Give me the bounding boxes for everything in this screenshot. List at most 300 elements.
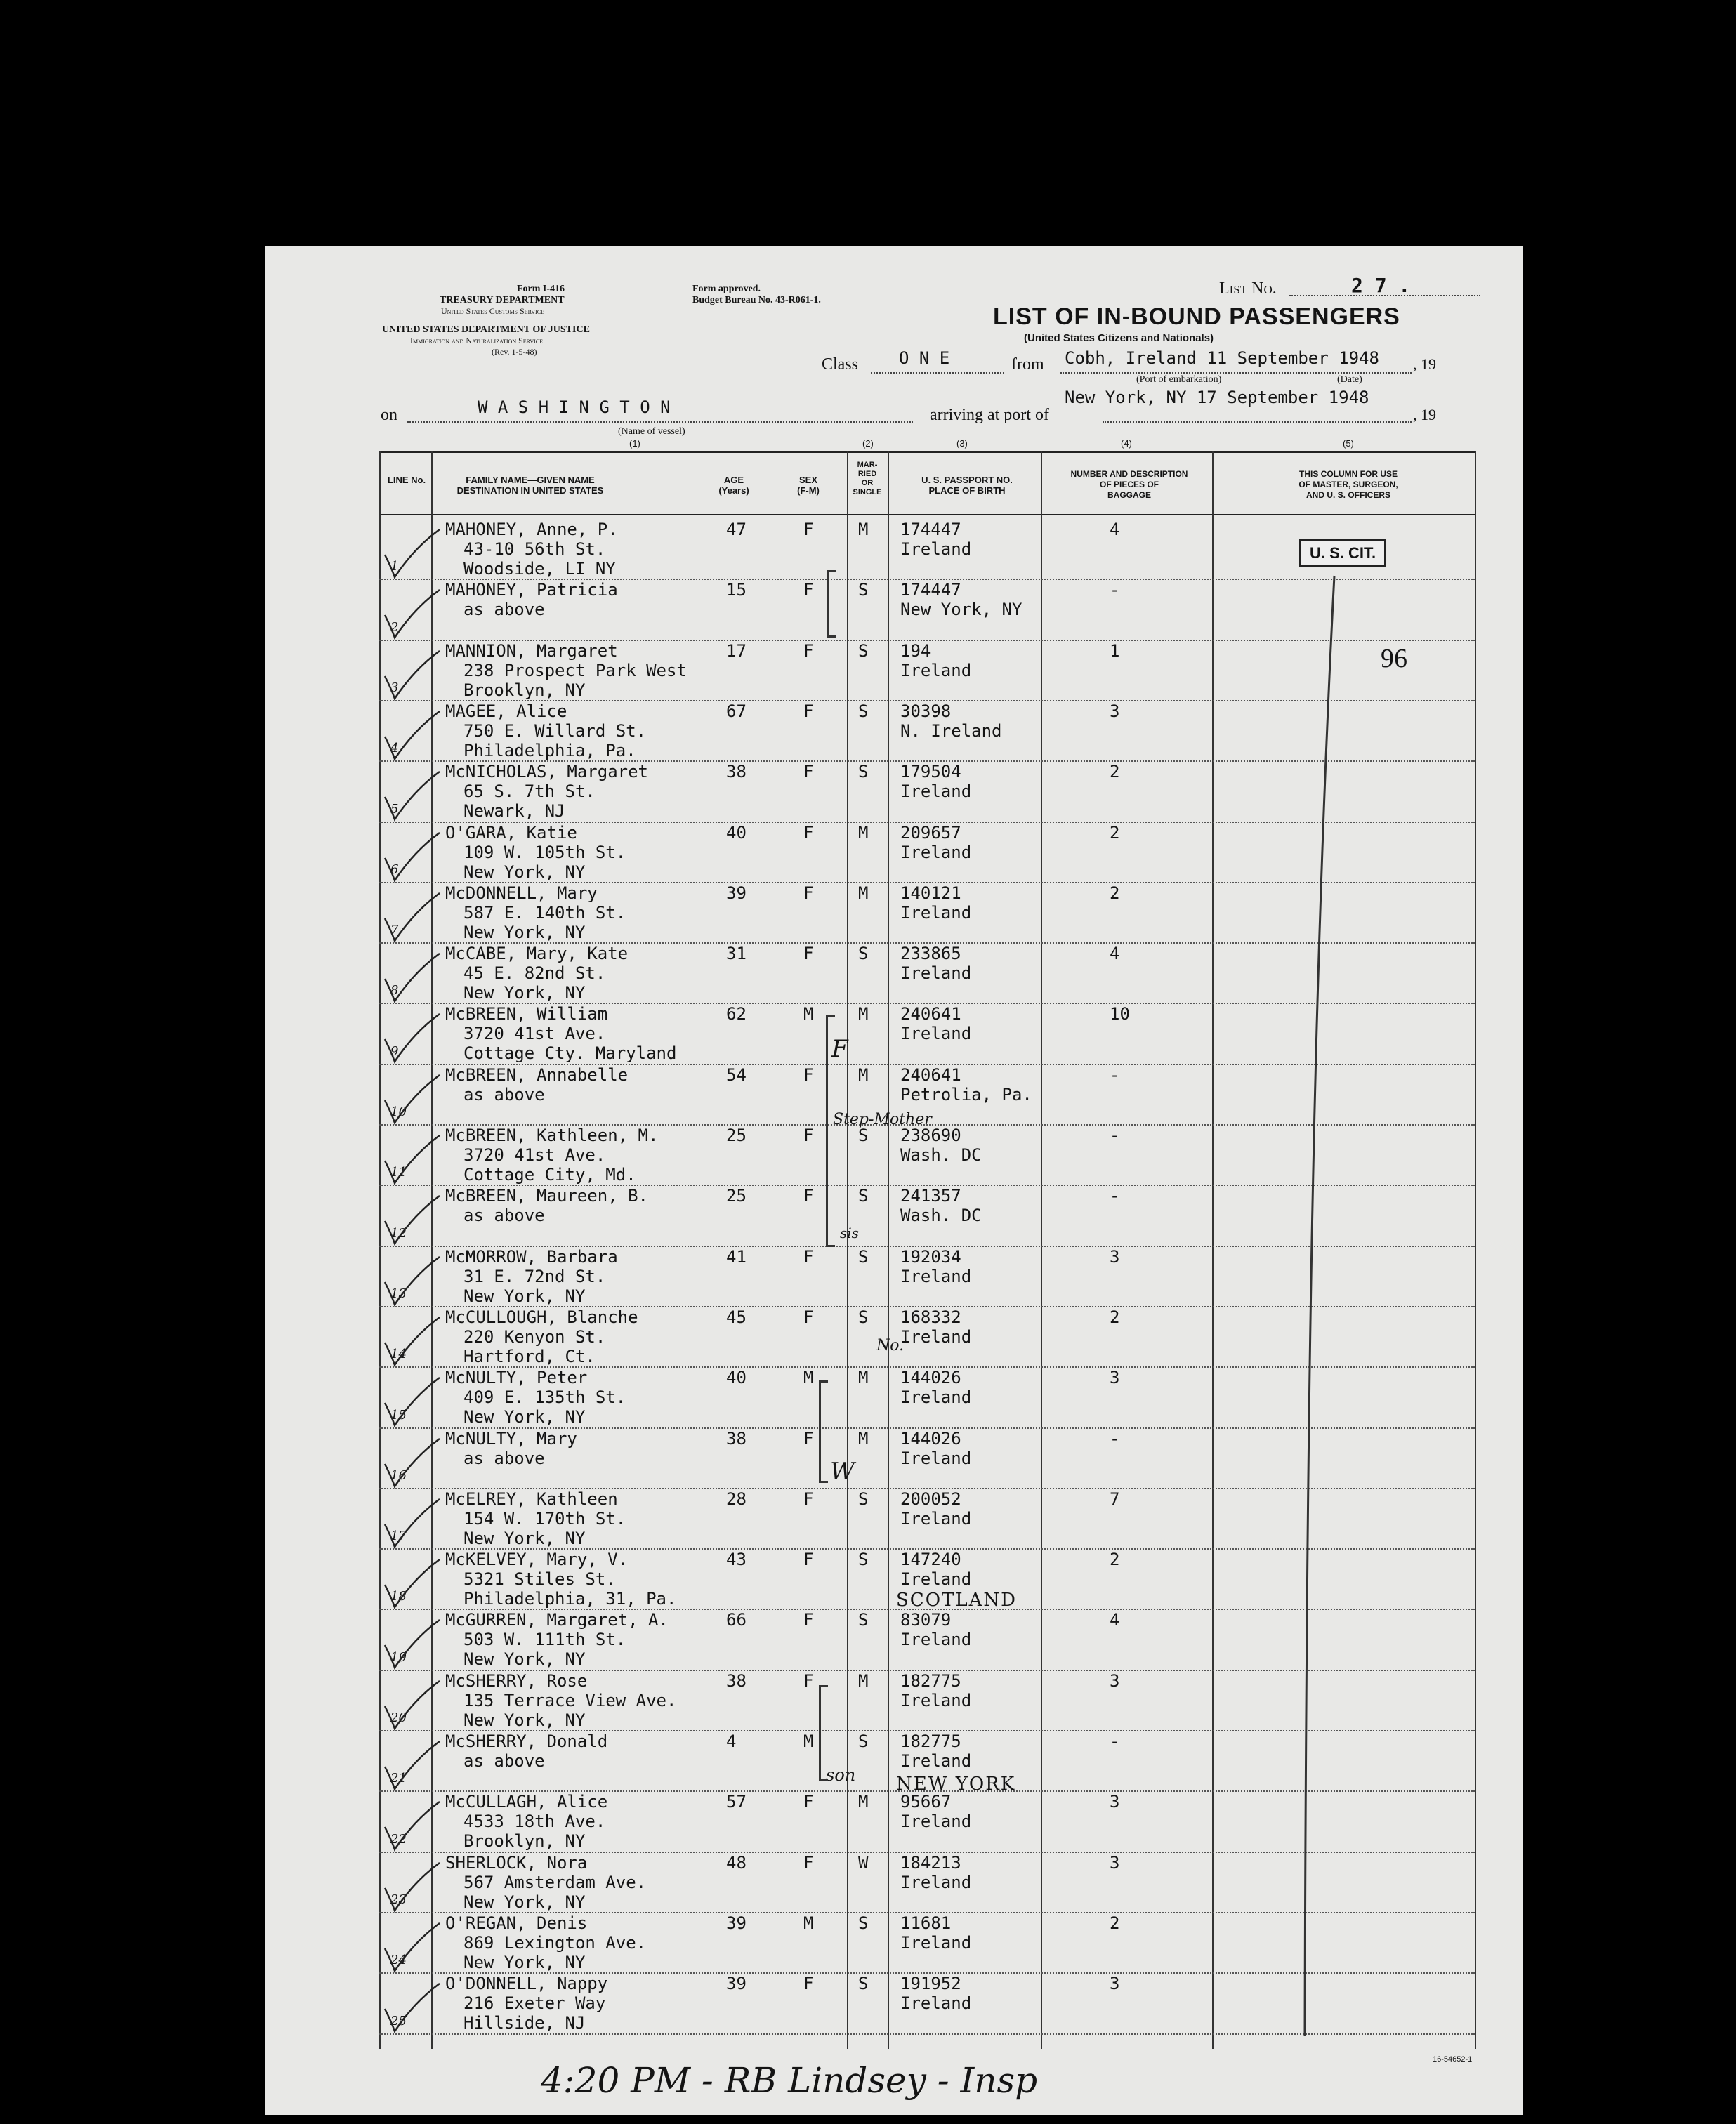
baggage-count: 2 bbox=[1110, 762, 1120, 782]
passenger-marital-status: S bbox=[858, 944, 869, 964]
baggage-count: 7 bbox=[1110, 1489, 1120, 1509]
passenger-age: 39 bbox=[726, 1974, 747, 1994]
relation-sis: sis bbox=[840, 1225, 859, 1241]
passenger-address-2: New York, NY bbox=[463, 1286, 586, 1306]
line-number: 25 bbox=[390, 2013, 407, 2029]
place-of-birth: Ireland bbox=[900, 1508, 972, 1529]
check-mark-icon bbox=[379, 1375, 442, 1431]
passenger-sex: F bbox=[803, 1428, 814, 1449]
hdr-married: MAR- RIED OR SINGLE bbox=[853, 461, 882, 496]
passenger-address-1: 45 E. 82nd St. bbox=[463, 963, 606, 984]
line-number: 4 bbox=[390, 741, 399, 756]
passenger-name: McSHERRY, Donald bbox=[445, 1731, 608, 1751]
line-number: 10 bbox=[390, 1104, 407, 1119]
line-number: 8 bbox=[390, 983, 399, 998]
passenger-address-1: 567 Amsterdam Ave. bbox=[463, 1872, 647, 1892]
baggage-count: 3 bbox=[1110, 701, 1120, 721]
passenger-marital-status: M bbox=[858, 822, 869, 843]
passenger-address-2: New York, NY bbox=[463, 922, 586, 942]
passenger-sex: M bbox=[803, 1368, 814, 1388]
passenger-address-1: 154 W. 170th St. bbox=[463, 1508, 626, 1529]
passport-number: 95667 bbox=[900, 1792, 952, 1812]
table-header-border bbox=[379, 514, 1476, 515]
passenger-sex: F bbox=[803, 1064, 814, 1085]
inspector-signature: 4:20 PM - RB Lindsey - Insp bbox=[541, 2060, 1038, 2101]
baggage-count: - bbox=[1110, 1428, 1120, 1449]
passenger-marital-status: S bbox=[858, 762, 869, 782]
place-of-birth: Ireland bbox=[900, 1932, 972, 1953]
passenger-age: 4 bbox=[726, 1731, 737, 1751]
form-approved: Form approved. bbox=[692, 284, 761, 294]
line-number: 21 bbox=[390, 1771, 407, 1786]
check-mark-icon bbox=[379, 1799, 442, 1855]
passenger-name: McKELVEY, Mary, V. bbox=[445, 1550, 629, 1570]
passenger-sex: F bbox=[803, 1126, 814, 1145]
passenger-age: 38 bbox=[726, 1428, 747, 1449]
passenger-sex: M bbox=[803, 1731, 814, 1751]
passenger-name: McCABE, Mary, Kate bbox=[445, 944, 629, 964]
officer-note: 96 bbox=[1381, 644, 1407, 673]
line-number: 22 bbox=[390, 1831, 407, 1847]
passenger-age: 54 bbox=[726, 1064, 747, 1085]
place-of-birth: Petrolia, Pa. bbox=[900, 1084, 1032, 1104]
passenger-age: 62 bbox=[726, 1004, 747, 1024]
passport-number: 182775 bbox=[900, 1731, 961, 1751]
passenger-age: 45 bbox=[726, 1307, 747, 1327]
place-of-birth: Ireland bbox=[900, 1751, 972, 1771]
check-mark-icon bbox=[379, 890, 442, 946]
check-mark-icon bbox=[379, 527, 442, 583]
line-number: 3 bbox=[390, 680, 399, 695]
passenger-address-2: New York, NY bbox=[463, 1952, 586, 1972]
col-num-1: (1) bbox=[629, 438, 640, 449]
passenger-sex: F bbox=[803, 1852, 814, 1873]
baggage-count: 2 bbox=[1110, 1550, 1120, 1570]
arriving-underline bbox=[1103, 421, 1412, 423]
passenger-marital-status: W bbox=[858, 1852, 869, 1873]
arriving-value: New York, NY 17 September 1948 bbox=[1065, 388, 1369, 407]
passenger-age: 40 bbox=[726, 822, 747, 843]
passport-number: 147240 bbox=[900, 1550, 961, 1570]
passenger-marital-status: M bbox=[858, 1670, 869, 1691]
place-of-birth: Ireland bbox=[900, 1993, 972, 2014]
passenger-address-2: Newark, NJ bbox=[463, 801, 565, 822]
passenger-address-2: New York, NY bbox=[463, 1528, 586, 1548]
passenger-age: 48 bbox=[726, 1852, 747, 1873]
passenger-address-1: 869 Lexington Ave. bbox=[463, 1932, 647, 1953]
passenger-address-2: Philadelphia, Pa. bbox=[463, 740, 636, 760]
passenger-name: McNULTY, Peter bbox=[445, 1368, 588, 1388]
baggage-count: 10 bbox=[1110, 1004, 1130, 1024]
passenger-marital-status: S bbox=[858, 1246, 869, 1267]
check-mark-icon bbox=[379, 708, 442, 765]
place-of-birth: Ireland bbox=[900, 1448, 972, 1468]
correction-no: No. bbox=[876, 1337, 905, 1354]
passenger-address-2: Hartford, Ct. bbox=[463, 1346, 596, 1366]
family-bracket bbox=[819, 1380, 828, 1483]
passenger-address-1: as above bbox=[463, 1751, 545, 1771]
line-number: 17 bbox=[390, 1529, 407, 1544]
passenger-address-1: as above bbox=[463, 1448, 545, 1468]
passenger-address-1: as above bbox=[463, 1084, 545, 1104]
check-mark-icon bbox=[379, 1617, 442, 1673]
col-divider-baggage bbox=[1212, 451, 1214, 2049]
passenger-address-1: 216 Exeter Way bbox=[463, 1993, 606, 2014]
baggage-count: - bbox=[1110, 1731, 1120, 1751]
relation-f: F bbox=[831, 1035, 848, 1063]
line-number: 18 bbox=[390, 1589, 407, 1604]
line-number: 20 bbox=[390, 1710, 407, 1725]
place-of-birth: Ireland bbox=[900, 1024, 972, 1044]
passport-number: 233865 bbox=[900, 944, 961, 964]
passenger-name: MAGEE, Alice bbox=[445, 701, 567, 721]
from-value: Cobh, Ireland 11 September 1948 bbox=[1065, 348, 1379, 368]
passenger-marital-status: S bbox=[858, 1550, 869, 1570]
passenger-address-2: New York, NY bbox=[463, 1407, 586, 1427]
place-of-birth: Wash. DC bbox=[900, 1145, 982, 1165]
passport-number: 238690 bbox=[900, 1126, 961, 1145]
passenger-marital-status: M bbox=[858, 1004, 869, 1024]
arriving-year: , 19 bbox=[1413, 406, 1436, 423]
date-label: (Date) bbox=[1337, 374, 1362, 385]
hdr-age: AGE (Years) bbox=[718, 475, 749, 496]
passenger-age: 25 bbox=[726, 1186, 747, 1206]
baggage-count: 3 bbox=[1110, 1852, 1120, 1873]
passenger-sex: F bbox=[803, 944, 814, 964]
check-mark-icon bbox=[379, 1496, 442, 1552]
passenger-age: 39 bbox=[726, 1913, 747, 1933]
passenger-sex: F bbox=[803, 701, 814, 721]
passenger-sex: F bbox=[803, 640, 814, 661]
passenger-name: McNICHOLAS, Margaret bbox=[445, 762, 648, 782]
baggage-count: 3 bbox=[1110, 1792, 1120, 1812]
passenger-marital-status: S bbox=[858, 1186, 869, 1206]
relation-w: W bbox=[830, 1458, 855, 1486]
passenger-sex: M bbox=[803, 1913, 814, 1933]
line-number: 24 bbox=[390, 1953, 407, 1968]
passenger-sex: F bbox=[803, 580, 814, 600]
footer-code: 16-54652-1 bbox=[1433, 2055, 1473, 2064]
passenger-marital-status: M bbox=[858, 1428, 869, 1449]
vessel-underline bbox=[407, 421, 913, 423]
check-mark-icon bbox=[379, 1860, 442, 1916]
officer-check-line bbox=[1292, 562, 1348, 2050]
justice-dept: UNITED STATES DEPARTMENT OF JUSTICE bbox=[382, 324, 590, 335]
form-number: Form I-416 bbox=[517, 284, 565, 294]
passport-number: 174447 bbox=[900, 520, 961, 539]
passenger-marital-status: S bbox=[858, 1126, 869, 1145]
correction-new-york: NEW YORK bbox=[896, 1774, 1016, 1795]
line-number: 5 bbox=[390, 801, 399, 817]
col-divider-sex bbox=[847, 451, 848, 2049]
line-number: 23 bbox=[390, 1892, 407, 1907]
hdr-line-no: LINE No. bbox=[387, 475, 426, 485]
hdr-sex: SEX (F-M) bbox=[797, 475, 820, 496]
passenger-marital-status: M bbox=[858, 1792, 869, 1812]
passenger-address-2: Philadelphia, 31, Pa. bbox=[463, 1589, 677, 1609]
check-mark-icon bbox=[379, 587, 442, 643]
check-mark-icon bbox=[379, 951, 442, 1007]
from-label: from bbox=[1011, 355, 1044, 374]
check-mark-icon bbox=[379, 769, 442, 825]
passenger-marital-status: S bbox=[858, 701, 869, 721]
passenger-age: 25 bbox=[726, 1126, 747, 1145]
passenger-name: McNULTY, Mary bbox=[445, 1428, 577, 1449]
passenger-sex: F bbox=[803, 520, 814, 539]
relation-son: son bbox=[826, 1765, 856, 1785]
passenger-address-2: Hillside, NJ bbox=[463, 2013, 586, 2033]
passenger-marital-status: S bbox=[858, 1489, 869, 1509]
check-mark-icon bbox=[379, 830, 442, 886]
baggage-count: - bbox=[1110, 580, 1120, 600]
passenger-sex: F bbox=[803, 1610, 814, 1630]
passenger-marital-status: M bbox=[858, 520, 869, 539]
check-mark-icon bbox=[379, 1436, 442, 1492]
passenger-age: 17 bbox=[726, 640, 747, 661]
baggage-count: - bbox=[1110, 1126, 1120, 1145]
passport-number: 194 bbox=[900, 640, 931, 661]
arriving-label: arriving at port of bbox=[930, 406, 1049, 424]
passenger-name: McBREEN, Annabelle bbox=[445, 1064, 629, 1085]
form-revision: (Rev. 1-5-48) bbox=[492, 347, 537, 357]
passenger-marital-status: S bbox=[858, 1307, 869, 1327]
passport-number: 179504 bbox=[900, 762, 961, 782]
check-mark-icon bbox=[379, 1981, 442, 2037]
passenger-name: McGURREN, Margaret, A. bbox=[445, 1610, 669, 1630]
family-bracket bbox=[819, 1685, 828, 1781]
passenger-age: 67 bbox=[726, 701, 747, 721]
baggage-count: 4 bbox=[1110, 520, 1120, 539]
line-number: 2 bbox=[390, 619, 399, 635]
passenger-age: 28 bbox=[726, 1489, 747, 1509]
passenger-sex: F bbox=[803, 883, 814, 903]
check-mark-icon bbox=[379, 1920, 442, 1977]
form-subtitle: (United States Citizens and Nationals) bbox=[1024, 332, 1214, 344]
baggage-count: 2 bbox=[1110, 883, 1120, 903]
passenger-name: MAHONEY, Patricia bbox=[445, 580, 618, 600]
baggage-count: 2 bbox=[1110, 1307, 1120, 1327]
passenger-address-1: 503 W. 111th St. bbox=[463, 1630, 626, 1650]
line-number: 13 bbox=[390, 1286, 407, 1301]
passenger-address-2: New York, NY bbox=[463, 983, 586, 1003]
passenger-address-1: 4533 18th Ave. bbox=[463, 1812, 606, 1832]
passenger-age: 40 bbox=[726, 1368, 747, 1388]
passenger-address-1: 3720 41st Ave. bbox=[463, 1024, 606, 1044]
place-of-birth: Ireland bbox=[900, 1690, 972, 1710]
passenger-address-2: New York, NY bbox=[463, 1892, 586, 1912]
col-num-2: (2) bbox=[862, 438, 874, 449]
passenger-sex: M bbox=[803, 1004, 814, 1024]
passenger-address-2: Woodside, LI NY bbox=[463, 559, 616, 579]
passenger-name: McSHERRY, Rose bbox=[445, 1670, 588, 1691]
place-of-birth: Ireland bbox=[900, 963, 972, 984]
check-mark-icon bbox=[379, 1193, 442, 1249]
on-label: on bbox=[381, 406, 397, 424]
ins-service: Immigration and Naturalization Service bbox=[410, 336, 544, 345]
baggage-count: 4 bbox=[1110, 1610, 1120, 1630]
passenger-marital-status: S bbox=[858, 1610, 869, 1630]
correction-scotland: SCOTLAND bbox=[896, 1590, 1017, 1611]
baggage-count: - bbox=[1110, 1064, 1120, 1085]
place-of-birth: Ireland bbox=[900, 1872, 972, 1892]
line-number: 14 bbox=[390, 1347, 407, 1362]
passport-number: 174447 bbox=[900, 580, 961, 600]
passenger-marital-status: S bbox=[858, 1913, 869, 1933]
passport-number: 192034 bbox=[900, 1246, 961, 1267]
line-number: 1 bbox=[390, 559, 399, 574]
table-top-border bbox=[379, 451, 1476, 453]
passport-number: 168332 bbox=[900, 1307, 961, 1327]
place-of-birth: Ireland bbox=[900, 781, 972, 802]
budget-bureau: Budget Bureau No. 43-R061-1. bbox=[692, 295, 821, 305]
passenger-name: SHERLOCK, Nora bbox=[445, 1852, 588, 1873]
passenger-address-1: 31 E. 72nd St. bbox=[463, 1266, 606, 1286]
passenger-address-1: 3720 41st Ave. bbox=[463, 1145, 606, 1165]
family-bracket bbox=[827, 570, 836, 638]
passenger-age: 15 bbox=[726, 580, 747, 600]
passenger-marital-status: S bbox=[858, 1731, 869, 1751]
hdr-baggage: NUMBER AND DESCRIPTION OF PIECES OF BAGGAGE bbox=[1070, 469, 1188, 500]
passenger-marital-status: M bbox=[858, 1368, 869, 1388]
check-mark-icon bbox=[379, 1557, 442, 1613]
line-number: 9 bbox=[390, 1043, 399, 1059]
passenger-address-2: Cottage Cty. Maryland bbox=[463, 1043, 677, 1064]
baggage-count: 3 bbox=[1110, 1670, 1120, 1691]
passenger-address-2: Brooklyn, NY bbox=[463, 680, 586, 700]
passenger-name: MAHONEY, Anne, P. bbox=[445, 520, 618, 539]
line-number: 16 bbox=[390, 1467, 407, 1483]
check-mark-icon bbox=[379, 1072, 442, 1128]
passenger-address-1: 135 Terrace View Ave. bbox=[463, 1690, 677, 1710]
passport-number: 240641 bbox=[900, 1064, 961, 1085]
col-num-3: (3) bbox=[956, 438, 968, 449]
passenger-sex: F bbox=[803, 1974, 814, 1994]
passenger-age: 57 bbox=[726, 1792, 747, 1812]
col-num-4: (4) bbox=[1121, 438, 1132, 449]
passenger-address-1: as above bbox=[463, 600, 545, 620]
passenger-sex: F bbox=[803, 1246, 814, 1267]
passenger-address-2: Cottage City, Md. bbox=[463, 1165, 636, 1185]
passport-number: 144026 bbox=[900, 1368, 961, 1388]
passport-number: 241357 bbox=[900, 1186, 961, 1206]
from-underline bbox=[1060, 372, 1412, 374]
place-of-birth: Ireland bbox=[900, 1812, 972, 1832]
hdr-name: FAMILY NAME—GIVEN NAME DESTINATION IN UNITED STATES bbox=[456, 475, 604, 496]
passenger-address-1: 238 Prospect Park West bbox=[463, 660, 687, 680]
passenger-address-2: New York, NY bbox=[463, 862, 586, 882]
check-mark-icon bbox=[379, 1133, 442, 1189]
customs-service: United States Customs Service bbox=[441, 306, 544, 316]
baggage-count: 3 bbox=[1110, 1974, 1120, 1994]
passenger-age: 66 bbox=[726, 1610, 747, 1630]
passenger-sex: F bbox=[803, 1489, 814, 1509]
class-value: O N E bbox=[899, 348, 950, 368]
place-of-birth: Ireland bbox=[900, 660, 972, 680]
table-right-border bbox=[1475, 451, 1476, 2049]
passenger-name: McBREEN, William bbox=[445, 1004, 608, 1024]
passenger-sex: F bbox=[803, 822, 814, 843]
passport-number: 240641 bbox=[900, 1004, 961, 1024]
relation-stepmother: Step-Mother bbox=[833, 1111, 932, 1128]
check-mark-icon bbox=[379, 1739, 442, 1795]
port-embarkation-label: (Port of embarkation) bbox=[1136, 374, 1222, 385]
hdr-passport: U. S. PASSPORT NO. PLACE OF BIRTH bbox=[921, 475, 1013, 496]
passenger-name: McELREY, Kathleen bbox=[445, 1489, 618, 1509]
passenger-sex: F bbox=[803, 1670, 814, 1691]
passenger-sex: F bbox=[803, 1550, 814, 1570]
passenger-name: O'REGAN, Denis bbox=[445, 1913, 588, 1933]
passport-number: 83079 bbox=[900, 1610, 952, 1630]
place-of-birth: Ireland bbox=[900, 1630, 972, 1650]
passenger-address-1: 220 Kenyon St. bbox=[463, 1326, 606, 1347]
passenger-name: McCULLOUGH, Blanche bbox=[445, 1307, 638, 1327]
passenger-age: 38 bbox=[726, 762, 747, 782]
place-of-birth: New York, NY bbox=[900, 600, 1022, 620]
passenger-marital-status: S bbox=[858, 640, 869, 661]
baggage-count: 3 bbox=[1110, 1368, 1120, 1388]
baggage-count: 2 bbox=[1110, 822, 1120, 843]
passport-number: 30398 bbox=[900, 701, 952, 721]
passenger-name: McDONNELL, Mary bbox=[445, 883, 598, 903]
place-of-birth: Ireland bbox=[900, 1266, 972, 1286]
line-number: 7 bbox=[390, 923, 399, 938]
place-of-birth: Ireland bbox=[900, 1387, 972, 1408]
class-label: Class bbox=[822, 355, 859, 374]
col-divider-ms bbox=[888, 451, 889, 2049]
passenger-age: 43 bbox=[726, 1550, 747, 1570]
col-divider-passport bbox=[1041, 451, 1042, 2049]
passenger-sex: F bbox=[803, 1307, 814, 1327]
passenger-address-1: 43-10 56th St. bbox=[463, 539, 606, 559]
check-mark-icon bbox=[379, 1678, 442, 1734]
family-bracket bbox=[826, 1015, 835, 1247]
passenger-age: 31 bbox=[726, 944, 747, 964]
baggage-count: 1 bbox=[1110, 640, 1120, 661]
passenger-marital-status: M bbox=[858, 1064, 869, 1085]
baggage-count: 4 bbox=[1110, 944, 1120, 964]
passport-number: 200052 bbox=[900, 1489, 961, 1509]
passenger-address-2: Brooklyn, NY bbox=[463, 1831, 586, 1852]
passenger-name: McBREEN, Maureen, B. bbox=[445, 1186, 648, 1206]
passenger-address-1: 109 W. 105th St. bbox=[463, 842, 626, 862]
us-citizen-stamp: U. S. CIT. bbox=[1299, 539, 1386, 567]
place-of-birth: Ireland bbox=[900, 1569, 972, 1590]
list-no-label: List No. bbox=[1219, 279, 1277, 298]
vessel-label: (Name of vessel) bbox=[618, 426, 685, 437]
hdr-officers: THIS COLUMN FOR USE OF MASTER, SURGEON, AND U. S. OFFICERS bbox=[1298, 469, 1398, 500]
passenger-sex: F bbox=[803, 1792, 814, 1812]
baggage-count: - bbox=[1110, 1186, 1120, 1206]
passenger-marital-status: S bbox=[858, 1974, 869, 1994]
line-number: 11 bbox=[390, 1165, 407, 1180]
passport-number: 140121 bbox=[900, 883, 961, 903]
passport-number: 191952 bbox=[900, 1974, 961, 1994]
place-of-birth: Wash. DC bbox=[900, 1206, 982, 1226]
passenger-sex: F bbox=[803, 1186, 814, 1206]
passenger-age: 39 bbox=[726, 883, 747, 903]
passport-number: 144026 bbox=[900, 1428, 961, 1449]
passenger-name: O'GARA, Katie bbox=[445, 822, 577, 843]
baggage-count: 3 bbox=[1110, 1246, 1120, 1267]
place-of-birth: Ireland bbox=[900, 842, 972, 862]
passenger-marital-status: S bbox=[858, 580, 869, 600]
passenger-address-2: New York, NY bbox=[463, 1710, 586, 1730]
line-number: 15 bbox=[390, 1407, 407, 1423]
baggage-count: 2 bbox=[1110, 1913, 1120, 1933]
passenger-name: O'DONNELL, Nappy bbox=[445, 1974, 608, 1994]
passenger-age: 47 bbox=[726, 520, 747, 539]
place-of-birth: Ireland bbox=[900, 1326, 972, 1347]
